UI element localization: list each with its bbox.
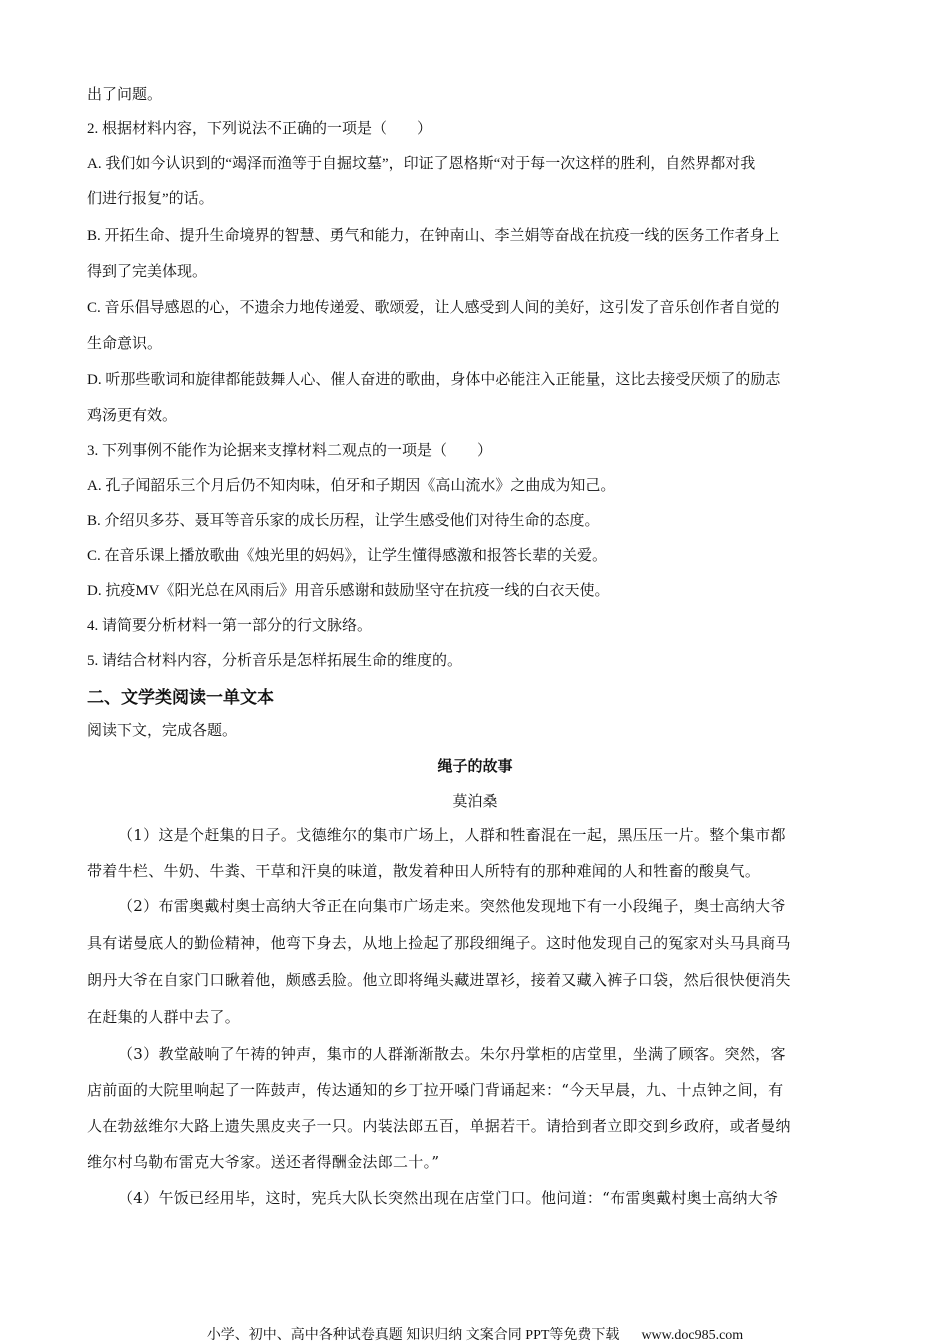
paragraph-2-line: 朗丹大爷在自家门口瞅着他，颇感丢脸。他立即将绳头藏进罩衫，接着又藏入裤子口袋，然后很快便消失 [87,971,791,989]
footer-text: 小学、初中、高中各种试卷真题 知识归纳 文案合同 PPT等免费下载 [206,1328,620,1343]
option-2b: B. 开拓生命、提升生命境界的智慧、勇气和能力，在钟南山、李兰娟等奋战在抗疫一线的医务工作者身上 [87,228,780,244]
story-title: 绳子的故事 [437,757,513,775]
option-3c: C. 在音乐课上播放歌曲《烛光里的妈妈》，让学生懂得感激和报答长辈的关爱。 [87,548,608,564]
question-5: 5. 请结合材料内容，分析音乐是怎样拓展生命的维度的。 [87,653,463,669]
question-2: 2. 根据材料内容，下列说法不正确的一项是（ ） [87,121,433,137]
footer-link[interactable]: www.doc985.com [641,1328,744,1343]
paragraph-2-line: 具有诺曼底人的勤俭精神，他弯下身去，从地上捡起了那段细绳子。这时他发现自己的冤家对头马具商马 [87,934,791,952]
story-author: 莫泊桑 [452,792,498,810]
page-footer [0,1324,950,1344]
paragraph-2-line: 在赶集的人群中去了。 [87,1008,241,1026]
option-2c: C. 音乐倡导感恩的心，不遗余力地传递爱、歌颂爱，让人感受到人间的美好，这引发了音乐创作者自觉的 [87,300,780,316]
paragraph-1-line: 带着牛栏、牛奶、牛粪、干草和汗臭的味道，散发着种田人所特有的那种难闻的人和牲畜的酸臭气。 [87,862,761,880]
paragraph-3-line: 人在勃兹维尔大路上遗失黑皮夹子一只。内装法郎五百，单据若干。请拾到者立即交到乡政府，或者曼纳 [87,1117,791,1135]
paragraph-3-line: 维尔村乌勒布雷克大爷家。送还者得酬金法郎二十。” [87,1153,440,1171]
text-line: 得到了完美体现。 [87,264,208,280]
paragraph-1-line: （1）这是个赶集的日子。戈德维尔的集市广场上，人群和牲畜混在一起，黑压压一片。整个集市都 [118,826,786,844]
paragraph-4-line: （4）午饭已经用毕，这时，宪兵大队长突然出现在店堂门口。他问道：“布雷奥戴村奥士高纳大爷 [118,1189,779,1207]
text-line: 们进行报复”的话。 [87,191,214,207]
option-3d: D. 抗疫MV《阳光总在风雨后》用音乐感谢和鼓励坚守在抗疫一线的白衣天使。 [87,583,610,599]
text-line: 出了问题。 [87,87,163,103]
option-3a: A. 孔子闻韶乐三个月后仍不知肉味，伯牙和子期因《高山流水》之曲成为知己。 [87,478,616,494]
question-4: 4. 请简要分析材料一第一部分的行文脉络。 [87,618,373,634]
option-3b: B. 介绍贝多芬、聂耳等音乐家的成长历程，让学生感受他们对待生命的态度。 [87,513,600,529]
instruction-text: 阅读下文，完成各题。 [87,723,238,739]
question-3: 3. 下列事例不能作为论据来支撑材料二观点的一项是（ ） [87,443,493,459]
paragraph-3-line: （3）教堂敲响了午祷的钟声，集市的人群渐渐散去。朱尔丹掌柜的店堂里，坐满了顾客。突然，客 [118,1045,786,1063]
section-heading: 二、文学类阅读一单文本 [87,688,274,708]
paragraph-3-line: 店前面的大院里响起了一阵鼓声，传达通知的乡丁拉开嗓门背诵起来：“今天早晨，九、十点钟之间，有 [87,1081,784,1099]
text-line: 鸡汤更有效。 [87,408,178,424]
paragraph-2-line: （2）布雷奥戴村奥士高纳大爷正在向集市广场走来。突然他发现地下有一小段绳子，奥士高纳大爷 [118,897,786,915]
option-2a: A. 我们如今认识到的“竭泽而渔等于自掘坟墓”，印证了恩格斯“对于每一次这样的胜利，自然界都对我 [87,156,756,172]
text-line: 生命意识。 [87,336,163,352]
option-2d: D. 听那些歌词和旋律都能鼓舞人心、催人奋进的歌曲，身体中必能注入正能量，这比去接受厌烦了的励志 [87,372,781,388]
